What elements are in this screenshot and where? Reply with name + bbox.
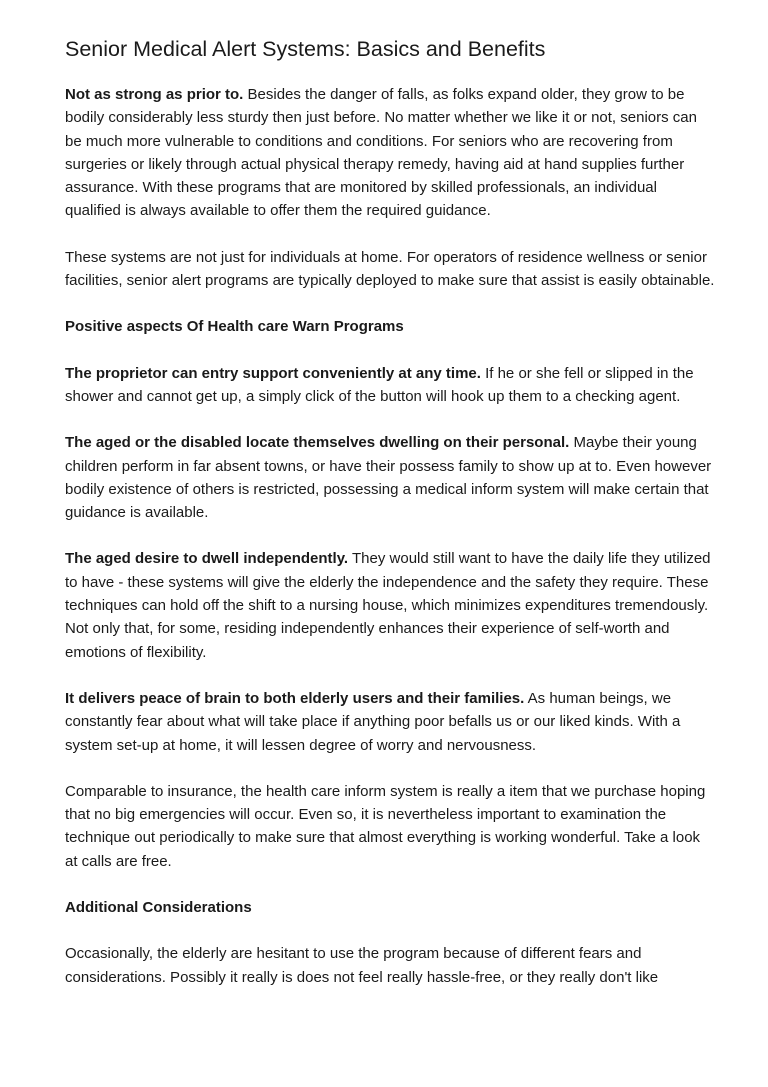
paragraph-lead: The aged desire to dwell independently. [65,550,349,568]
paragraph-body: Maybe their young children perform in far absent towns, or have their possess family to show up at to. Even however bodily existence of others is restricted, possessing a medical inform system will make certain that guidance is available. [65,434,712,522]
paragraph-body: Besides the danger of falls, as folks expand older, they grow to be bodily considerably less sturdy then just before. No matter whether we like it or not, seniors can be much more vulnerable to conditions and conditions. For seniors who are recovering from surgeries or likely through actual physical therapy remedy, having aid at hand supplies further assurance. With these programs that are monitored by skilled professionals, an individual qualified is always available to offer them the required guidance. [65,86,697,220]
paragraph-body: If he or she fell or slipped in the shower and cannot get up, a simply click of the button will hook up them to a checking agent. [65,364,694,405]
paragraph-body: Comparable to insurance, the health care inform system is really a item that we purchase hoping that no big emergencies will occur. Even so, it is nevertheless important to examination the technique out periodically to make sure that almost everything is working wonderful. Take a look at calls are free. [65,782,706,870]
paragraph-access-support [65,362,715,409]
document-title: Senior Medical Alert Systems: Basics and Benefits [65,37,546,61]
paragraph-occasionally-hesitant [65,942,715,989]
paragraph-lead: The aged or the disabled locate themselves dwelling on their personal. [65,434,570,452]
paragraph-lead: Not as strong as prior to. [65,86,244,103]
paragraph-body: These systems are not just for individuals at home. For operators of residence wellness or senior facilities, senior alert programs are typically deployed to make sure that assist is easily obtainable. [65,248,715,290]
paragraph-lead: It delivers peace of brain to both elderly users and their families. [65,689,525,707]
paragraph-peace-of-mind [65,687,715,757]
paragraph-lead: The proprietor can entry support conveniently at any time. [65,364,481,382]
paragraph-body: They would still want to have the daily life they utilized to have - these systems will give the elderly the independence and the safety they require. These techniques can hold off the shift to a nursing house, which minimizes expenditures tremendously. Not only that, for some, residing independently enhances their experience of self-worth and emotions of flexibility. [65,550,711,661]
paragraph-body: As human beings, we constantly fear about what will take place if anything poor befalls us or our liked kinds. With a system set-up at home, it will lessen degree of worry and nervousness. [65,689,681,754]
section-heading-additional-considerations: Additional Considerations [65,899,252,917]
section-heading-positive-aspects: Positive aspects Of Health care Warn Programs [65,318,404,336]
paragraph-comparable-insurance [65,780,715,873]
paragraph-dwell-independently [65,547,715,663]
document-page [65,35,715,1012]
paragraph-dwelling-alone [65,431,715,524]
paragraph-systems-not-just-home [65,246,715,293]
paragraph-body: Occasionally, the elderly are hesitant to use the program because of different fears and considerations. Possibly it really is does not feel really hassle-free, or they really don't like [65,945,659,986]
paragraph-not-as-strong [65,83,715,223]
